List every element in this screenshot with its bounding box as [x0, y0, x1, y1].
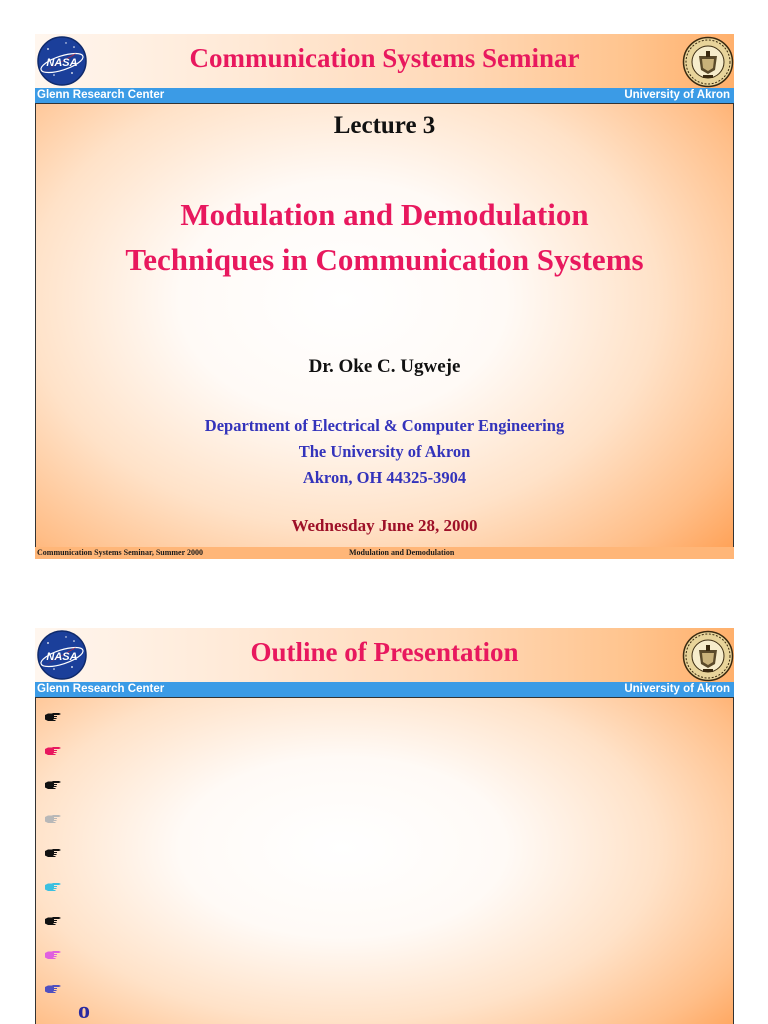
header-title: Communication Systems Seminar [189, 43, 580, 73]
affiliation-bar [35, 88, 734, 103]
footer-center-label: Modulation and Demodulation [349, 548, 455, 557]
slide-body [35, 697, 734, 1024]
slide-header [35, 34, 734, 88]
sub-bullet-marker: o [78, 998, 90, 1024]
presentation-date: Wednesday June 28, 2000 [291, 516, 478, 535]
university-seal-icon [682, 630, 734, 682]
title-slide [35, 34, 734, 558]
pointing-hand-icon [44, 882, 62, 892]
title-line-2: Techniques in Communication Systems [125, 242, 644, 277]
svg-text:NASA: NASA [46, 651, 78, 663]
outline-bullet-item [44, 700, 64, 734]
outline-bullet-item [44, 938, 64, 972]
outline-bullet-item [44, 972, 64, 1006]
lecture-number: Lecture 3 [333, 112, 436, 139]
bar-right-label: University of Akron [624, 89, 730, 101]
bar-right-label: University of Akron [624, 683, 730, 695]
outline-bullet-item [44, 836, 64, 870]
bar-left-label: Glenn Research Center [37, 683, 165, 695]
pointing-hand-icon [44, 916, 62, 926]
bar-left-label: Glenn Research Center [37, 89, 165, 101]
pointing-hand-icon [44, 814, 62, 824]
outline-bullet-item [44, 870, 64, 904]
outline-bullet-item [44, 734, 64, 768]
svg-text:NASA: NASA [46, 57, 78, 69]
pointing-hand-icon [44, 746, 62, 756]
outline-bullet-item [44, 768, 64, 802]
header-title: Outline of Presentation [250, 637, 519, 667]
slide-body [35, 103, 734, 549]
author-name: Dr. Oke C. Ugweje [308, 356, 461, 377]
title-line-1: Modulation and Demodulation [180, 197, 589, 232]
outline-bullet-item [44, 904, 64, 938]
pointing-hand-icon [44, 950, 62, 960]
presentation-title [36, 192, 733, 282]
pointing-hand-icon [44, 848, 62, 858]
department-block [36, 413, 733, 491]
address-line: Akron, OH 44325-3904 [302, 468, 467, 487]
footer-left-label: Communication Systems Seminar, Summer 2000 [37, 548, 204, 557]
pointing-hand-icon [44, 984, 62, 994]
bullet-list [44, 700, 64, 1006]
pointing-hand-icon [44, 712, 62, 722]
outline-bullet-item [44, 802, 64, 836]
university-seal-icon [682, 36, 734, 88]
department-line: Department of Electrical & Computer Engineering [204, 416, 565, 435]
slide-header [35, 628, 734, 682]
slide-footer [35, 547, 734, 559]
pointing-hand-icon [44, 780, 62, 790]
university-line: The University of Akron [298, 442, 471, 461]
outline-slide [35, 628, 734, 1024]
affiliation-bar [35, 682, 734, 697]
